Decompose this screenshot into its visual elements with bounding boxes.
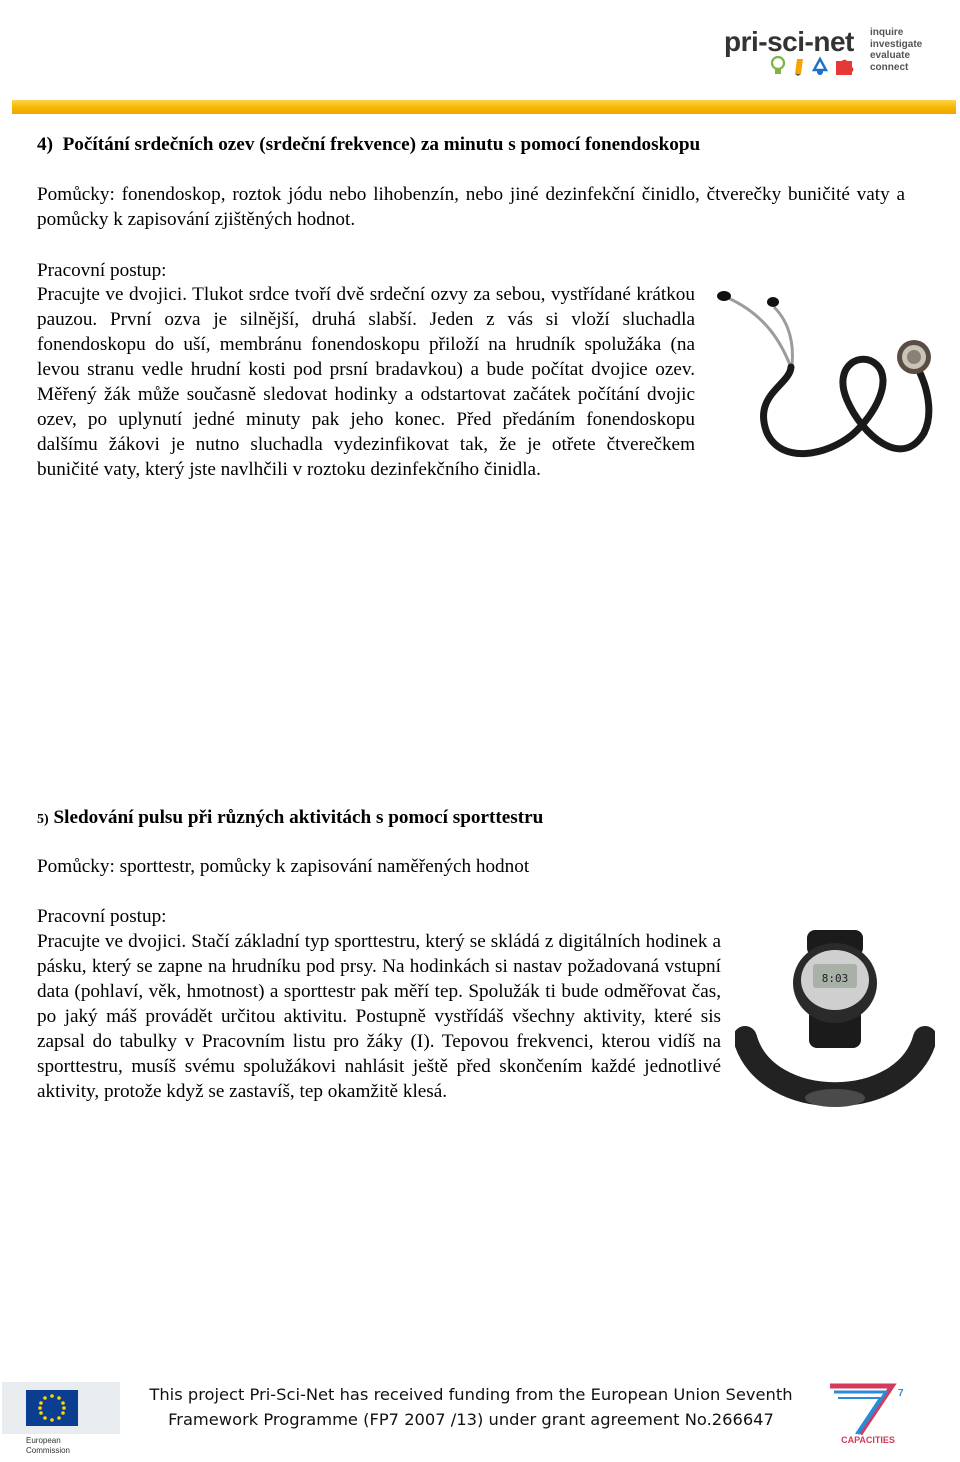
sporttester-image (735, 928, 935, 1123)
watch-display-text: 8:03 (821, 972, 849, 985)
eu-logo-line1: European (26, 1436, 61, 1445)
european-commission-logo (2, 1382, 120, 1458)
section-5-title: Sledování pulsu při různých aktivitách s pomocí sporttestru (53, 807, 544, 828)
puzzle-icon (834, 56, 854, 76)
logo-wordmark: pri-sci-net (724, 26, 854, 57)
funding-notice (140, 1382, 802, 1432)
section-5-procedure-label: Pracovní postup: (37, 906, 167, 927)
section-5-procedure: Pracujte ve dvojici. Stačí základní typ sporttestru, který se skládá z digitálních hodinek a pásku, který se zapne na hrudníku pod prsy. Na hodinkách si nastav požadovaná vstupní data (pohlaví, věk, hmotnost) a sporttestr pak měří tep. Spolužák ti bude odměřovat čas, po jaký máš provádět určitou aktivitu. Postupně vystřídáš všechny aktivity, které sis zapsal do tabulky v Pracovním listu pro žáky (I). Tepovou frekvenci, kterou vidíš na sporttestru, musíš svému spolužákovi nahlásit ještě před skončením každé jednotlivé aktivity, protože když se zastavíš, tep okamžitě klesá. (37, 931, 721, 1102)
section-4-procedure: Pracujte ve dvojici. Tlukot srdce tvoří dvě srdeční ozvy za sebou, vystřídané krátkou pauzou. První ozva je silnější, druhá slabší. Jeden z vás si vloží sluchadla fonendoskopu do uší, membránu fonendoskopu přiloží na hrudník spolužáka (na levou stranu vedle hrudní kosti pod prsní bradavkou) a bude počítat dvojice ozev. Měřený žák může současně sledovat hodinky a odstartovat začátek počítání dvojic ozev, po uplynutí jedné minuty pak jeho konec. Před předáním fonendoskopu dalšímu žákovi je nutno sluchadla vydezinfikovat tak, že je otřete čtverečkem buničité vaty, který jste navlhčili v roztoku dezinfekčního činidla. (37, 284, 695, 480)
stethoscope-image (712, 285, 937, 470)
eu-logo-line2: Commission (26, 1446, 71, 1455)
section-4-number: 4) (37, 134, 53, 155)
logo-tagline: evaluate (870, 50, 911, 61)
lightbulb-icon (770, 56, 786, 76)
balance-icon (812, 56, 828, 76)
funding-notice-line2: Framework Programme (FP7 2007 /13) under grant agreement No.266647 (168, 1410, 774, 1429)
logo-tagline: inquire (870, 27, 904, 38)
section-4-tools: Pomůcky: fonendoskop, roztok jódu nebo lihobenzín, nebo jiné dezinfekční činidlo, čtverečky buničité vaty a pomůcky k zapisování zjištěných hodnot. (37, 184, 905, 230)
logo-taglines (870, 27, 922, 73)
pencil-icon (792, 56, 806, 76)
section-5-tools: Pomůcky: sporttestr, pomůcky k zapisování naměřených hodnot (37, 856, 530, 877)
logo-tagline: connect (870, 61, 909, 73)
logo-tagline: investigate (870, 38, 923, 50)
fp7-number: 7 (898, 1388, 904, 1399)
section-5-heading (37, 805, 543, 832)
fp7-capacities-logo (820, 1378, 910, 1448)
fp7-seven-icon (820, 1378, 910, 1436)
header-rule (12, 100, 956, 114)
pri-sci-net-logo (722, 24, 932, 78)
section-4-heading (37, 132, 700, 157)
funding-notice-line1: This project Pri-Sci-Net has received funding from the European Union Seventh (149, 1385, 793, 1404)
logo-icons (770, 56, 854, 76)
section-4-procedure-label: Pracovní postup: (37, 260, 167, 281)
fp7-label: CAPACITIES (841, 1435, 895, 1445)
section-5-number: 5) (37, 812, 49, 827)
section-4-title: Počítání srdečních ozev (srdeční frekvence) za minutu s pomocí fonendoskopu (62, 134, 701, 155)
